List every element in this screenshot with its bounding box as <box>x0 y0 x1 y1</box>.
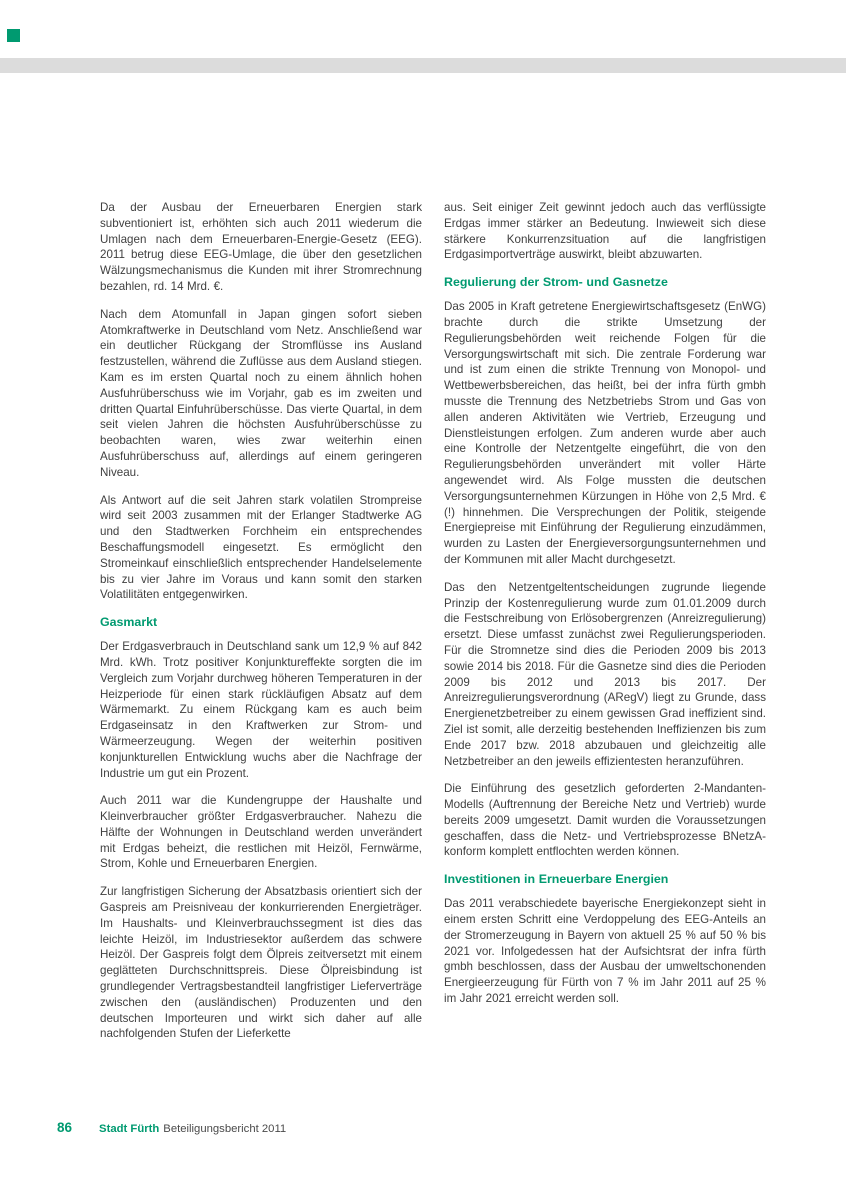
paragraph: Die Einführung des gesetzlich geforderten 2-Mandanten-Modells (Auftrennung der Bereiche Netz und Vertrieb) wurde bereits 2009 umgesetzt. Damit wurden die Voraussetzungen geschaffen, dass die Netz- und Vertriebsprozesse BNetzA-konform komplett entflochten werden können. <box>444 782 766 859</box>
paragraph: Der Erdgasverbrauch in Deutschland sank um 12,9 % auf 842 Mrd. kWh. Trotz positiver Konjunktureffekte sorgten die im Vergleich zum Vorjahr durchweg höheren Temperaturen in der Heizperiode für einen stark rückläufigen Absatz auf dem Wärmemarkt. Zu einem Rückgang kam es auch beim Erdgaseinsatz in den Kraftwerken zur Strom- und Wärmeerzeugung. Wegen der weiterhin positiven konjunkturellen Entwicklung wuchs aber die Nachfrage der Industrie um gut ein Prozent. <box>100 640 422 780</box>
section-heading-gasmarkt: Gasmarkt <box>100 615 158 630</box>
paragraph: Das 2005 in Kraft getretene Energiewirtschaftsgesetz (EnWG) brachte durch die strikte Umsetzung der Regulierungsbehörden weit reichende Folgen für die Versorgungswirtschaft mit sich. Die zentrale Forderung war und ist zum einen die strikte Trennung von Monopol- und Wettbewerbsbereichen, das heißt, bei der infra fürth gmbh musste die Trennung des Netzbetriebs Strom und Gas von allen anderen Aktivitäten wie Vertrieb, Erzeugung und Dienstleistungen erfolgen. Zum anderen wurde aber auch eine Kontrolle der Netzentgelte eingeführt, die von den Regulierungsbehörden unverändert mit voller Härte angewendet wird. Als Folge mussten die deutschen Versorgungsunternehmen Kürzungen in Höhe von 2,5 Mrd. € (!) hinnehmen. Die Versprechungen der Politik, steigende Energiepreise mit Einführung der Regulierung einzudämmen, wurden zu Lasten der Energieversorgungsunternehmen und der Kommunen mit aller Macht durchgesetzt. <box>444 300 766 566</box>
section-heading-investitionen: Investitionen in Erneuerbare Energien <box>444 872 669 887</box>
page-number: 86 <box>57 1120 73 1135</box>
report-title: Beteiligungsbericht 2011 <box>163 1123 287 1135</box>
accent-square <box>7 29 20 42</box>
paragraph: Nach dem Atomunfall in Japan gingen sofort sieben Atomkraftwerke in Deutschland vom Netz. Anschließend war ein deutlicher Rückgang der Stromflüsse ins Ausland festzustellen, während die Zuflüsse aus dem Ausland stiegen. Kam es im ersten Quartal noch zu einem ähnlich hohen Ausfuhrüberschuss wie im Vorjahr, gab es im zweiten und dritten Quartal Einfuhrüberschüsse. Das vierte Quartal, in dem seit vielen Jahren die höchsten Ausfuhrüberschüsse zu beobachten waren, wies zwar weiterhin einen Ausfuhrüberschuss auf, allerdings auf einem geringeren Niveau. <box>100 307 422 479</box>
paragraph: Zur langfristigen Sicherung der Absatzbasis orientiert sich der Gaspreis am Preisniveau der konkurrierenden Energieträger. Im Haushalts- und Kleinverbrauchssegment ist dies das leichte Heizöl, im Industriesektor außerdem das schwere Heizöl. Der Gaspreis folgt dem Ölpreis zeitversetzt mit einem geglätteten Durchschnittspreis. Diese Ölpreisbindung ist grundlegender Vertragsbestandteil langfristiger Lieferverträge zwischen den (ausländischen) Produzenten und den deutschen Importeuren und wirkt sich daher auf alle nachfolgenden Stufen der Lieferkette <box>100 885 422 1041</box>
paragraph: aus. Seit einiger Zeit gewinnt jedoch auch das verflüssigte Erdgas immer stärker an Bedeutung. Inwieweit sich diese stärkere Konkurrenzsituation auf die langfristigen Erdgasimportverträge auswirkt, bleibt abzuwarten. <box>444 201 766 262</box>
right-column <box>444 200 766 1042</box>
paragraph: Als Antwort auf die seit Jahren stark volatilen Strompreise wird seit 2003 zusammen mit der Erlanger Stadtwerke AG und den Stadtwerken Forchheim ein entsprechendes Beschaffungsmodell eingesetzt. Es ermöglicht den Stromeinkauf einschließlich entsprechender Handelselemente bis zu vier Jahre im Voraus und kann somit den starken Volatilitäten entgegenwirken. <box>100 493 422 602</box>
paragraph: Das 2011 verabschiedete bayerische Energiekonzept sieht in einem ersten Schritt eine Verdoppelung des EEG-Anteils an der Stromerzeugung in Bayern von aktuell 25 % auf 50 % bis 2021 vor. Infolgedessen hat der Aufsichtsrat der infra fürth gmbh beschlossen, dass der Ausbau der umweltschonenden Energieerzeugung für Fürth von 7 % im Jahr 2011 auf 25 % im Jahr 2021 erreicht werden soll. <box>444 897 766 1006</box>
section-heading-regulierung: Regulierung der Strom- und Gasnetze <box>444 275 668 290</box>
page-footer <box>57 1120 286 1135</box>
paragraph: Das den Netzentgeltentscheidungen zugrunde liegende Prinzip der Kostenregulierung wurde zum 01.01.2009 durch die Festschreibung von Erlösobergrenzen (Anreizregulierung) ersetzt. Diese umfasst zunächst zwei Regulierungsperioden. Für die Stromnetze sind dies die Perioden 2009 bis 2013 sowie 2014 bis 2018. Für die Gasnetze sind dies die Perioden 2009 bis 2012 und 2013 bis 2017. Der Anreizregulierungsverordnung (ARegV) liegt zu Grunde, dass Energienetzbetreiber zu einem gewissen Grad ineffizient sind. Ziel ist somit, alle derzeitig bestehenden Ineffizienzen bis zum Ende 2017 bzw. 2018 abzubauen und gleichzeitig alle Netzbetreiber an den jeweils effizientesten heranzuführen. <box>444 580 766 768</box>
page-content <box>100 200 766 1042</box>
publisher-name: Stadt Fürth <box>99 1123 160 1135</box>
left-column <box>100 200 422 1042</box>
header-bar <box>0 58 846 73</box>
paragraph: Auch 2011 war die Kundengruppe der Haushalte und Kleinverbraucher größter Erdgasverbraucher. Nahezu die Hälfte der Wohnungen in Deutschland werden unverändert mit Erdgas beheizt, die restlichen mit Heizöl, Fernwärme, Strom, Kohle und Erneuerbaren Energien. <box>100 794 422 871</box>
paragraph: Da der Ausbau der Erneuerbaren Energien stark subventioniert ist, erhöhten sich auch 2011 wiederum die Umlagen nach dem Erneuerbaren-Energie-Gesetz (EEG). 2011 betrug diese EEG-Umlage, die über den gesetzlichen Wälzungsmechanismus die Kunden mit ihrer Stromrechnung bezahlen, rd. 14 Mrd. €. <box>100 201 422 293</box>
